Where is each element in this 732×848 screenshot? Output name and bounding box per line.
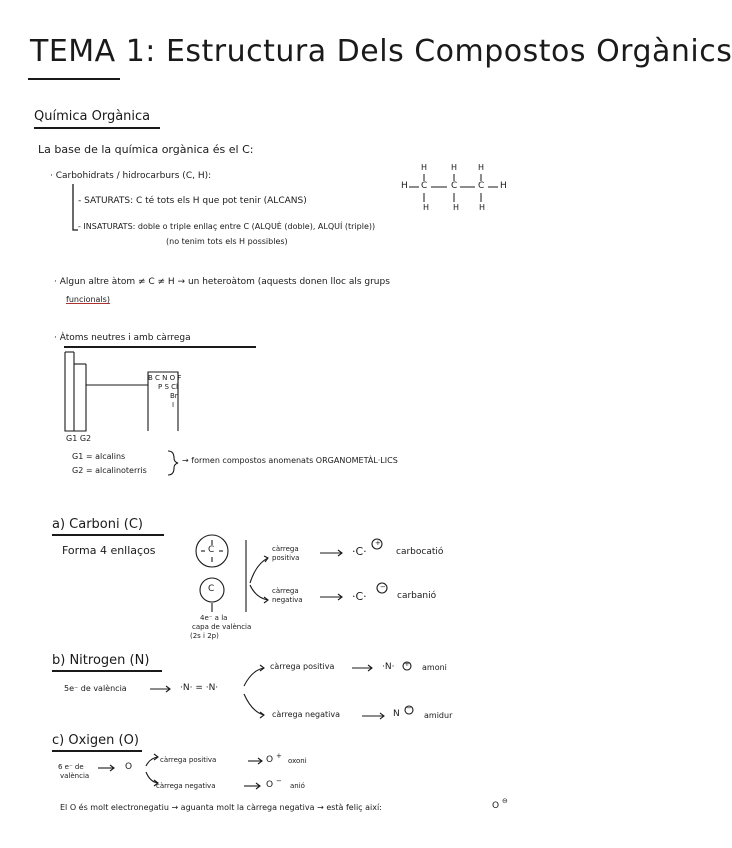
ethane-h-right: H	[500, 181, 507, 191]
oxygen-neg-label: càrrega negativa	[156, 782, 216, 790]
amide-charge: −	[406, 704, 412, 712]
ethane-h-left: H	[401, 181, 408, 191]
atoms-heading: · Àtoms neutres i amb càrrega	[54, 333, 191, 343]
ptable-br: Br	[170, 392, 178, 400]
ptable-nonmetals: B C N O F	[148, 374, 182, 382]
carboni-forma: Forma 4 enllaços	[62, 544, 156, 557]
carbanion-charge: −	[380, 583, 386, 591]
oxonium-charge: +	[276, 752, 282, 760]
g2-label: G2 = alcalinoterris	[72, 466, 147, 475]
nitrogen-structure: ·N· = ·N·	[180, 683, 219, 693]
saturats-text: - SATURATS: C té tots els H que pot tenir (ALCANS)	[78, 196, 307, 206]
ethane-c-3: C	[478, 181, 485, 191]
oxonium-name: oxoni	[288, 757, 307, 765]
ammonium-name: amoni	[422, 663, 447, 672]
groups-label: G1 G2	[66, 434, 92, 443]
insaturats-note: (no tenim tots els H possibles)	[166, 237, 288, 246]
oxigen-valencia-2: valència	[60, 772, 90, 780]
nitrogen-neg-label: càrrega negativa	[272, 710, 340, 719]
amide-symbol: N	[393, 709, 400, 719]
ethane-c-1: C	[421, 181, 428, 191]
ethane-h-bot-1: H	[423, 203, 430, 212]
carbohidrats-text: · Carbohidrats / hidrocarburs (C, H):	[50, 171, 212, 181]
oxygen-symbol: O	[125, 762, 133, 772]
oxygen-pos-label: càrrega positiva	[160, 756, 217, 764]
insaturats-text: - INSATURATS: doble o triple enllaç entre C (ALQUÈ (doble), ALQUÍ (triple))	[78, 222, 376, 231]
oxigen-heading: c) Oxigen (O)	[52, 733, 139, 748]
carboni-heading: a) Carboni (C)	[52, 517, 143, 532]
ethane-h-top-1: H	[421, 163, 428, 172]
oxide-name: anió	[290, 782, 305, 790]
neg-charge-label-2: negativa	[272, 596, 303, 604]
carbanion-symbol: ·C·	[352, 590, 367, 603]
pos-charge-label-1: càrrega	[272, 545, 299, 553]
nitrogen-pos-label: càrrega positiva	[270, 662, 335, 671]
nitrogen-heading: b) Nitrogen (N)	[52, 653, 150, 668]
intro-text: La base de la química orgànica és el C:	[38, 143, 254, 156]
carbon-symbol-2: C	[208, 584, 215, 594]
oxygen-final-text: El O és molt electronegatiu → aguanta molt la càrrega negativa → està feliç així:	[60, 803, 382, 812]
ethane-c-2: C	[451, 181, 458, 191]
carbocation-symbol: ·C·	[352, 545, 367, 558]
heteroatom-text: · Algun altre àtom ≠ C ≠ H → un heteroàtom (aquests donen lloc als grups	[54, 277, 390, 287]
ethane-h-bot-3: H	[479, 203, 486, 212]
organometal-text: → formen compostos anomenats ORGANOMETÀL·LICS	[182, 456, 398, 465]
nitrogen-valencia: 5e⁻ de valència	[64, 684, 127, 693]
ethane-h-top-3: H	[478, 163, 485, 172]
ptable-i: I	[172, 401, 175, 409]
neg-charge-label-1: càrrega	[272, 587, 299, 595]
amide-name: amidur	[424, 711, 453, 720]
oxigen-valencia-1: 6 e⁻ de	[58, 763, 84, 771]
ammonium-symbol: ·N·	[382, 662, 395, 672]
carbon-symbol-1: C	[208, 545, 215, 555]
valence-note-2: capa de valència	[192, 623, 252, 631]
final-oxygen-charge: ⊖	[502, 797, 508, 805]
pos-charge-label-2: positiva	[272, 554, 300, 562]
valence-note-1: 4e⁻ a la	[200, 614, 228, 622]
carbocation-name: carbocatió	[396, 547, 444, 557]
oxide-charge: −	[276, 777, 282, 785]
ptable-psc: P S Cl	[158, 383, 178, 391]
oxide-symbol: O	[266, 780, 274, 790]
section-heading-quimica: Química Orgànica	[34, 109, 151, 124]
ethane-h-top-2: H	[451, 163, 458, 172]
ammonium-charge: +	[404, 660, 410, 668]
oxonium-symbol: O	[266, 755, 274, 765]
final-oxygen-symbol: O	[492, 801, 500, 811]
valence-note-3: (2s i 2p)	[190, 632, 219, 640]
page-title: TEMA 1: Estructura Dels Compostos Orgànics	[30, 34, 732, 69]
carbanion-name: carbanió	[397, 591, 437, 601]
ethane-h-bot-2: H	[453, 203, 460, 212]
heteroatom-cont: funcionals)	[66, 295, 110, 304]
carbocation-charge: +	[375, 539, 381, 547]
g1-label: G1 = alcalins	[72, 452, 126, 461]
